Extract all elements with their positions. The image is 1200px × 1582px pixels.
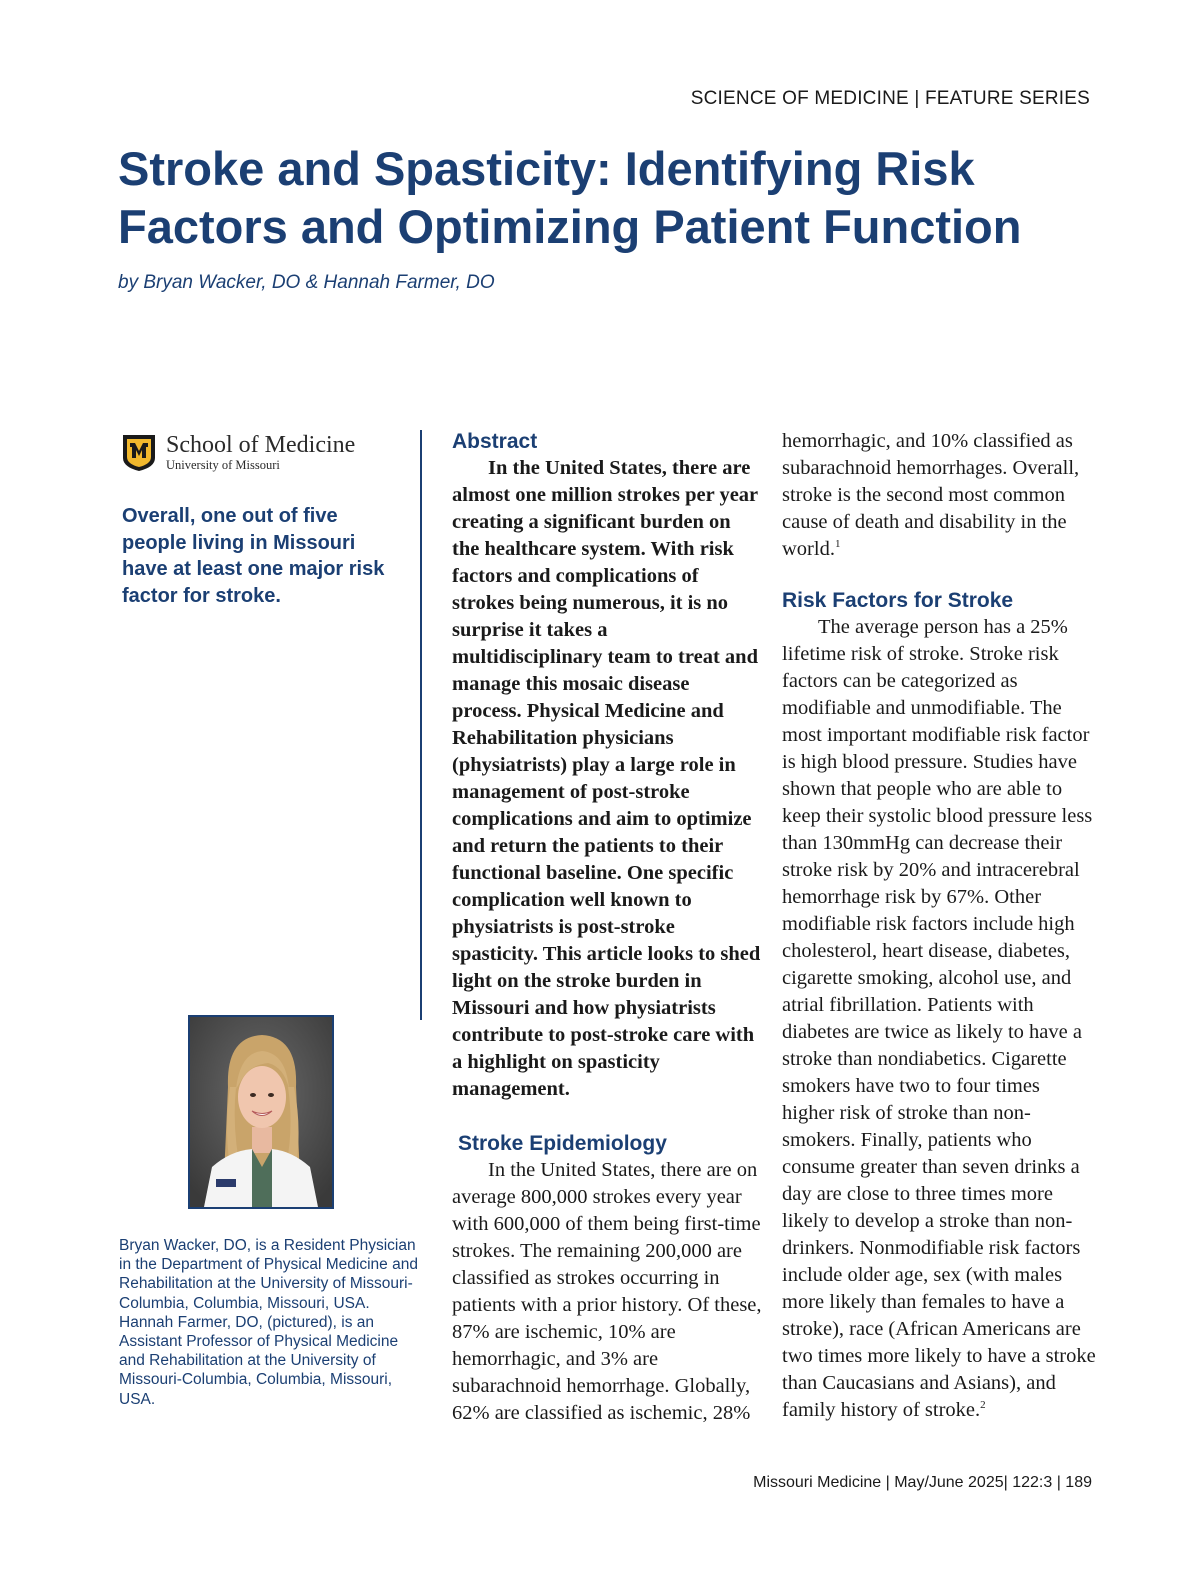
article-title: Stroke and Spasticity: Identifying Risk Factors and Optimizing Patient Function (118, 142, 1022, 253)
article-column-middle (452, 428, 762, 1427)
risk-factors-paragraph (782, 614, 1097, 1424)
abstract-heading: Abstract (452, 430, 538, 453)
risk-factors-text: The average person has a 25% lifetime risk of stroke. Stroke risk factors can be categorized as modifiable and unmodifiable. The most important modifiable risk factor is high blood pressure. Studies have shown that people who are able to keep their systolic blood pressure less than 130mmHg can decrease their stroke risk by 20% and intracerebral hemorrhage risk by 67%. Other modifiable risk factors include high cholesterol, heart disease, diabetes, cigarette smoking, alcohol use, and atrial fibrillation. Patients with diabetes are twice as likely to have a stroke than nondiabetics. Cigarette smokers have two to four times higher risk of stroke than non-smokers. Finally, patients who consume greater than seven drinks a day are close to three times more likely to develop a stroke than non-drinkers. Nonmodifiable risk factors include older age, sex (with males more likely than females to have a stroke), race (African Americans are two times more likely to have a stroke than Caucasians and Asians), and family history of stroke. (782, 616, 1096, 1421)
epidemiology-text-part1: In the United States, there are on average 800,000 strokes every year with 600,000 of them being first-time strokes. The remaining 200,000 are classified as strokes occurring in patients with a prior history. Of these, 87% are ischemic, 10% are hemorrhagic, and 3% are subarachnoid hemorrhage. Globally, 62% are classified as ischemic, 28% (452, 1159, 762, 1424)
logo-school-name: School of Medicine (166, 432, 356, 458)
reference-1: 1 (834, 538, 841, 551)
abstract-text: In the United States, there are almost one million strokes per year creating a significant burden on the healthcare system. With risk factors and complications of strokes being numerous, it is no surprise it takes a multidisciplinary team to treat and manage this mosaic disease process. Physical Medicine and Rehabilitation physicians (physiatrists) play a large role in management of post-stroke complications and aim to optimize and return the patients to their functional baseline. One specific complication well known to physiatrists is post-stroke spasticity. This article looks to shed light on the stroke burden in Missouri and how physiatrists contribute to post-stroke care with a highlight on spasticity management. (452, 457, 761, 1100)
series-label: SCIENCE OF MEDICINE | FEATURE SERIES (690, 88, 1090, 109)
reference-2: 2 (980, 1399, 986, 1412)
school-logo (122, 433, 355, 473)
risk-factors-heading: Risk Factors for Stroke (782, 589, 1014, 612)
portrait-illustration (190, 1017, 332, 1207)
epidemiology-text-part2-paragraph (782, 428, 1097, 563)
article-column-right (782, 428, 1097, 1424)
mizzou-shield-icon (122, 434, 156, 472)
author-portrait (188, 1015, 334, 1209)
logo-university-name: University of Missouri (166, 458, 280, 472)
epidemiology-text-part2: hemorrhagic, and 10% classified as subarachnoid hemorrhages. Overall, stroke is the second most common cause of death and disability in the world. (782, 430, 1080, 560)
article-byline: by Bryan Wacker, DO & Hannah Farmer, DO (118, 272, 495, 293)
author-bio: Bryan Wacker, DO, is a Resident Physician in the Department of Physical Medicine and Rehabilitation at the University of Missouri-Columbia, Columbia, Missouri, USA. Hannah Farmer, DO, (pictured), is an Assistant Professor of Physical Medicine and Rehabilitation at the University of Missouri-Columbia, Columbia, Missouri, USA. (119, 1237, 418, 1408)
logo-wordmark (166, 433, 355, 473)
pull-quote: Overall, one out of five people living in Missouri have at least one major risk factor for stroke. (122, 505, 385, 607)
column-divider (420, 430, 422, 1020)
page-footer: Missouri Medicine | May/June 2025| 122:3 | 189 (753, 1474, 1092, 1491)
epidemiology-heading: Stroke Epidemiology (458, 1132, 667, 1155)
